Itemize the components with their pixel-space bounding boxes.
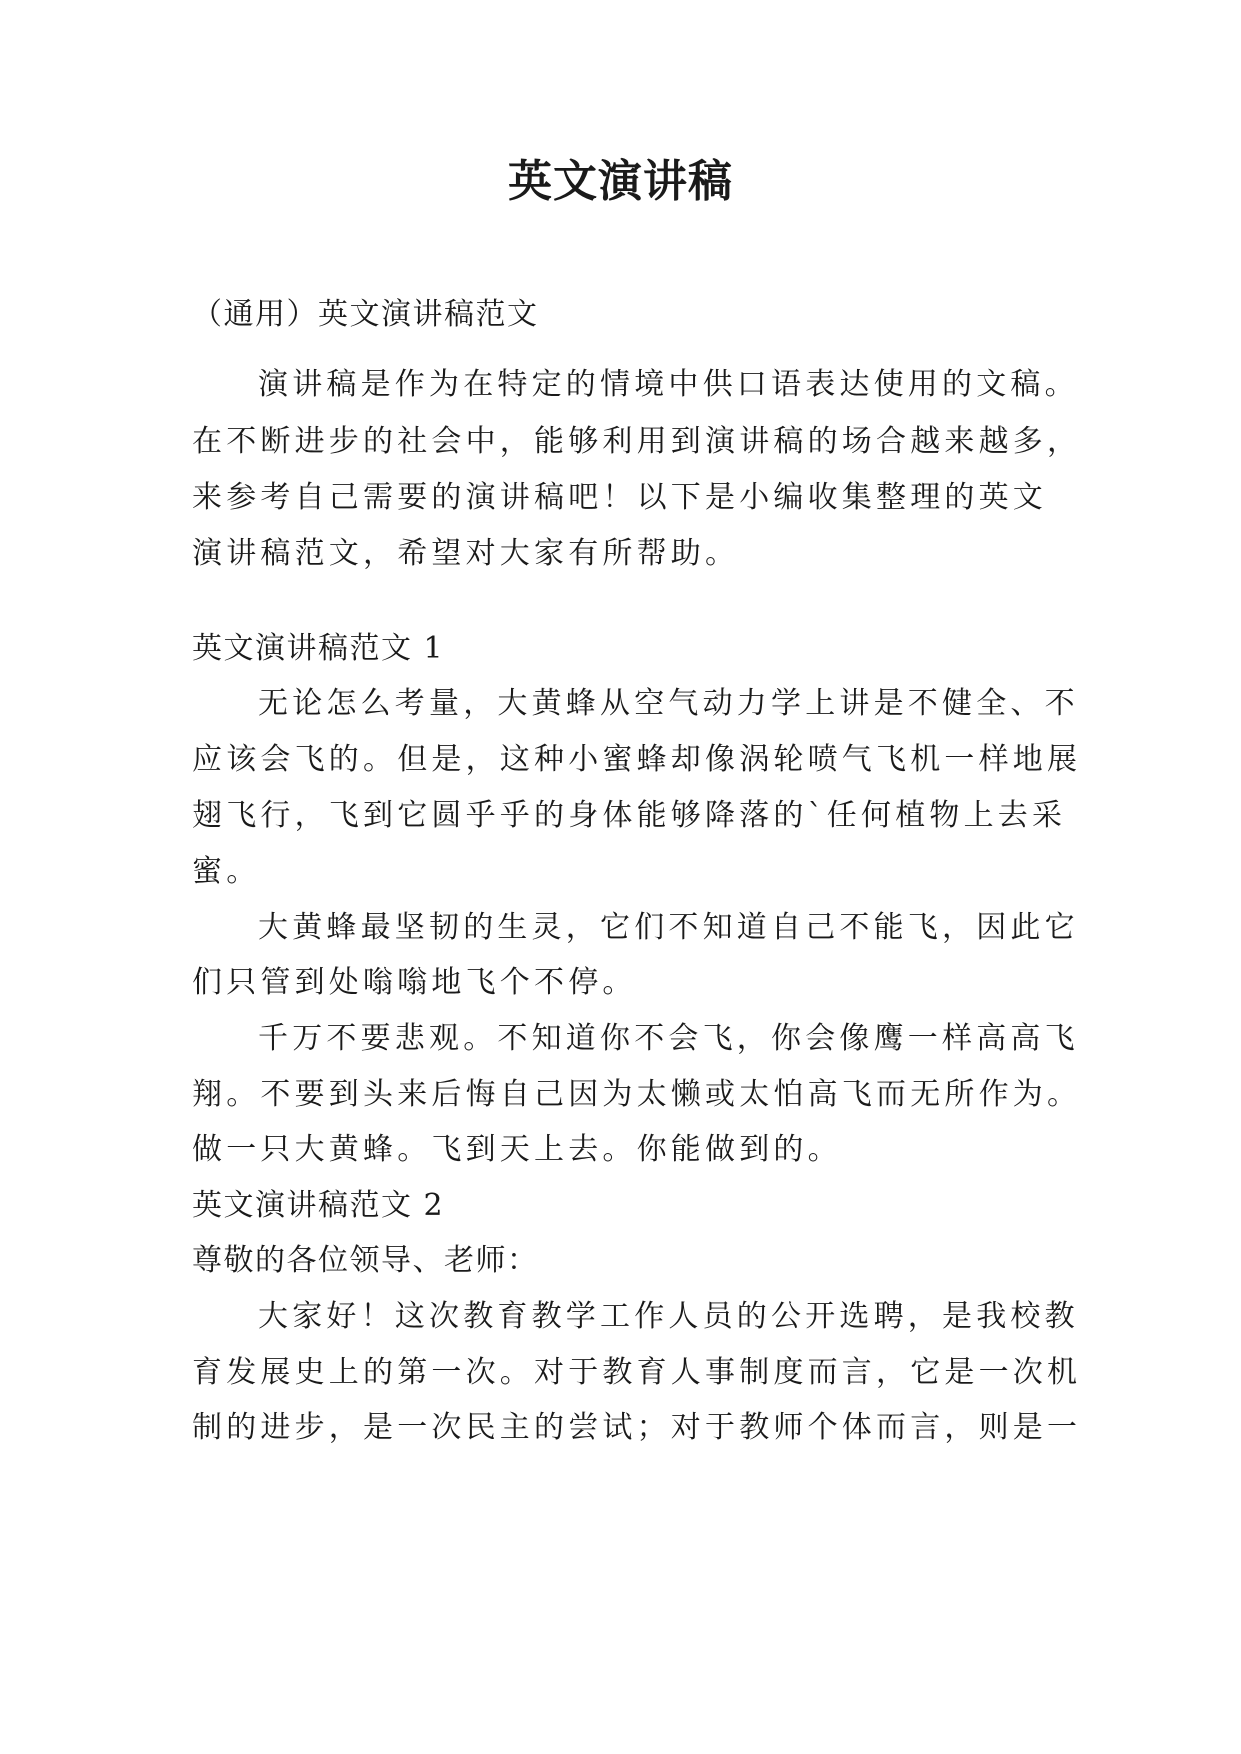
- document-title: 英文演讲稿: [508, 156, 733, 207]
- intro-line: 演讲稿范文，希望对大家有所帮助。: [192, 536, 740, 571]
- intro-line: 来参考自己需要的演讲稿吧！以下是小编收集整理的英文: [192, 480, 1047, 515]
- section-heading-2: 英文演讲稿范文 2: [192, 1188, 445, 1223]
- section-heading-1: 英文演讲稿范文 1: [192, 631, 445, 666]
- paragraph-line: 做一只大黄蜂。飞到天上去。你能做到的。: [192, 1132, 842, 1167]
- intro-line: 演讲稿是作为在特定的情境中供口语表达使用的文稿。: [258, 367, 1079, 402]
- intro-line: 在不断进步的社会中，能够利用到演讲稿的场合越来越多，: [192, 424, 1082, 459]
- paragraph-line: 制的进步，是一次民主的尝试；对于教师个体而言，则是一: [192, 1410, 1082, 1445]
- paragraph-line: 应该会飞的。但是，这种小蜜蜂却像涡轮喷气飞机一样地展: [192, 742, 1082, 777]
- document-subtitle: （通用）英文演讲稿范文: [192, 297, 539, 332]
- paragraph-line: 蜜。: [192, 854, 261, 889]
- paragraph-line: 育发展史上的第一次。对于教育人事制度而言，它是一次机: [192, 1355, 1082, 1390]
- paragraph-line: 们只管到处嗡嗡地飞个不停。: [192, 965, 637, 1000]
- paragraph-line: 大家好！这次教育教学工作人员的公开选聘，是我校教: [258, 1299, 1079, 1334]
- paragraph-line: 翅飞行，飞到它圆乎乎的身体能够降落的`任何植物上去采: [192, 798, 1067, 833]
- salutation: 尊敬的各位领导、老师：: [192, 1243, 539, 1278]
- paragraph-line: 大黄蜂最坚韧的生灵，它们不知道自己不能飞，因此它: [258, 910, 1079, 945]
- paragraph-line: 无论怎么考量，大黄蜂从空气动力学上讲是不健全、不: [258, 686, 1079, 721]
- paragraph-line: 千万不要悲观。不知道你不会飞，你会像鹰一样高高飞: [258, 1021, 1079, 1056]
- paragraph-line: 翔。不要到头来后悔自己因为太懒或太怕高飞而无所作为。: [192, 1077, 1082, 1112]
